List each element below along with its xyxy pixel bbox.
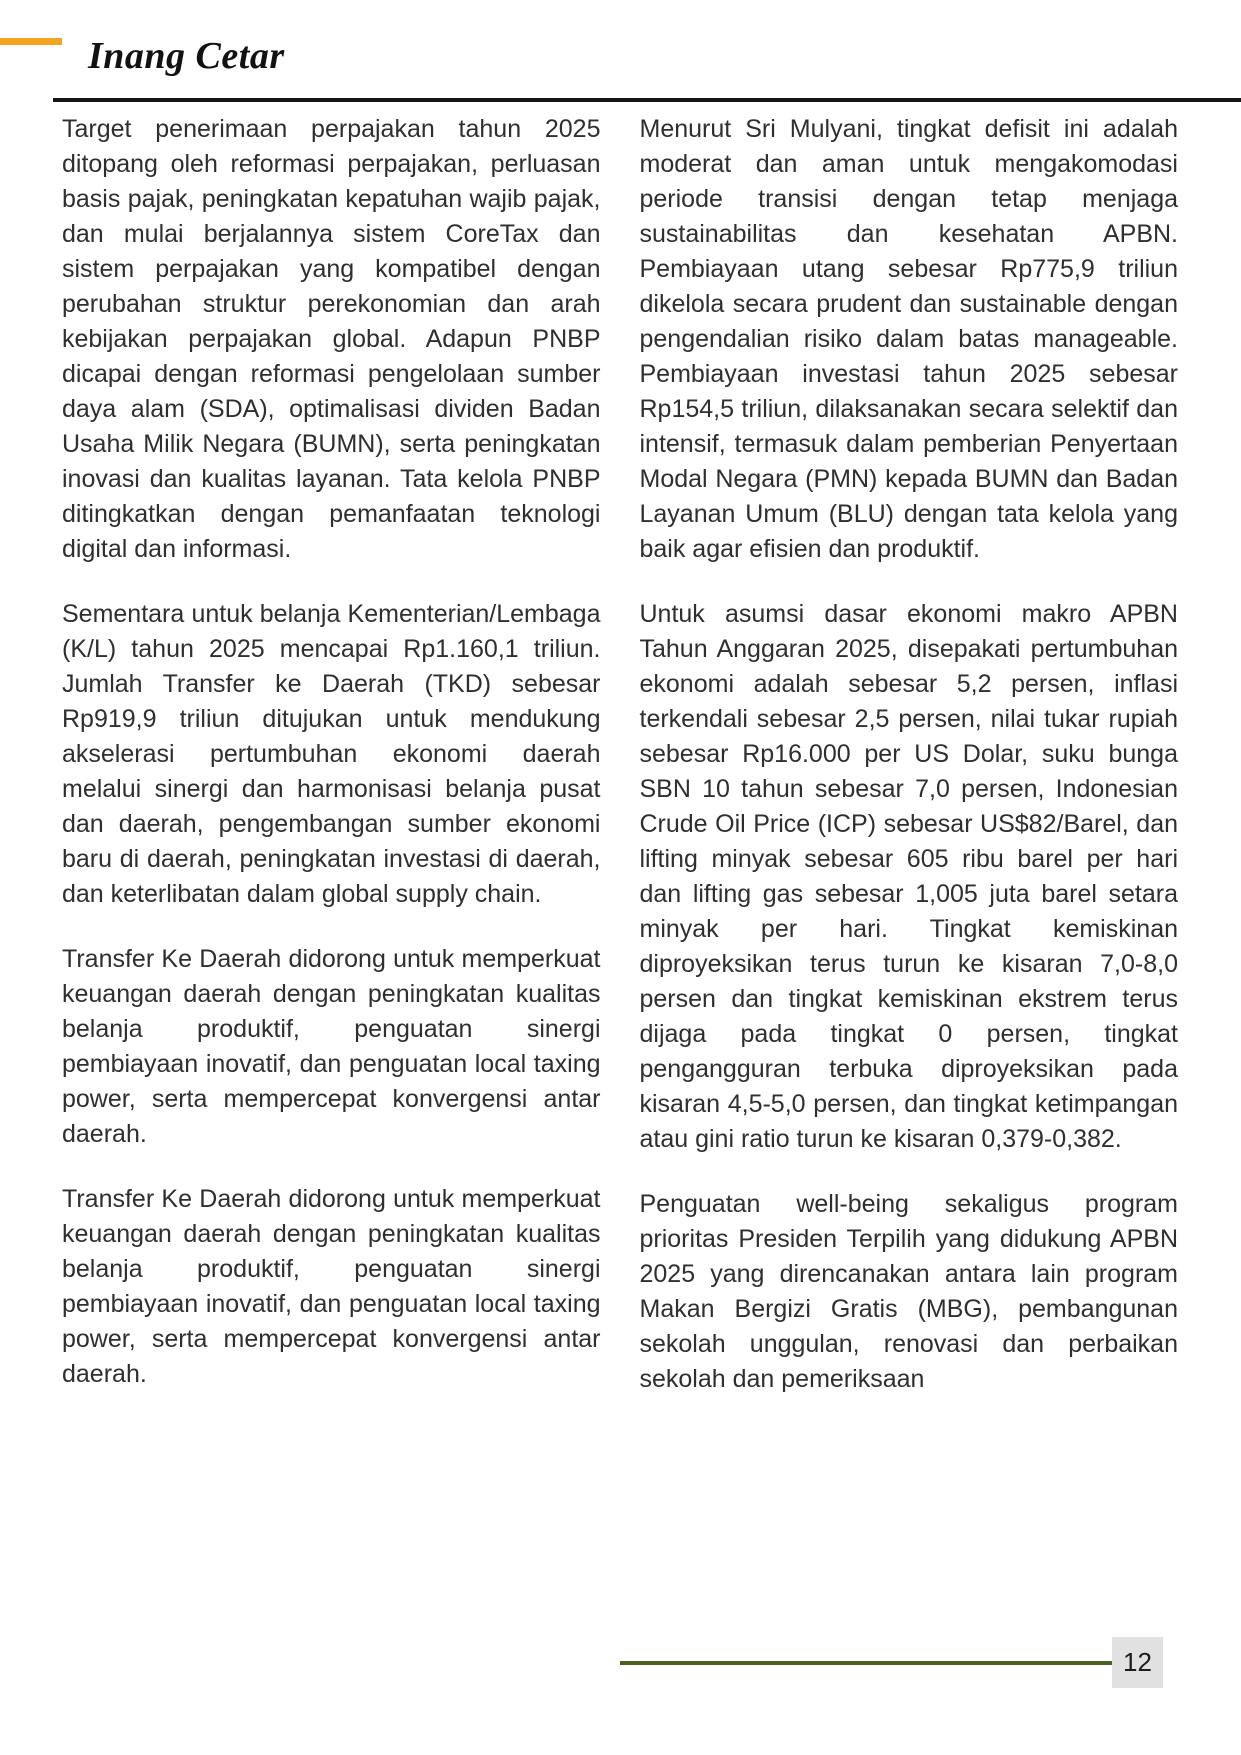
paragraph: Menurut Sri Mulyani, tingkat defisit ini adalah moderat dan aman untuk mengakomodasi periode transisi dengan tetap menjaga sustainabilitas dan kesehatan APBN. Pembiayaan utang sebesar Rp775,9 triliun dikelola secara prudent dan sustainable dengan pengendalian risiko dalam batas manageable. Pembiayaan investasi tahun 2025 sebesar Rp154,5 triliun, dilaksanakan secara selektif dan intensif, termasuk dalam pemberian Penyertaan Modal Negara (PMN) kepada BUMN dan Badan Layanan Umum (BLU) dengan tata kelola yang baik agar efisien dan produktif. bbox=[639, 115, 1178, 563]
paragraph: Untuk asumsi dasar ekonomi makro APBN Tahun Anggaran 2025, disepakati pertumbuhan ekonomi adalah sebesar 5,2 persen, inflasi terkendali sebesar 2,5 persen, nilai tukar rupiah sebesar Rp16.000 per US Dolar, suku bunga SBN 10 tahun sebesar 7,0 persen, Indonesian Crude Oil Price (ICP) sebesar US$82/Barel, dan lifting minyak sebesar 605 ribu barel per hari dan lifting gas sebesar 1,005 juta barel setara minyak per hari. Tingkat kemiskinan diproyeksikan terus turun ke kisaran 7,0-8,0 persen dan tingkat kemiskinan ekstrem terus dijaga pada tingkat 0 persen, tingkat pengangguran terbuka diproyeksikan pada kisaran 4,5-5,0 persen, dan tingkat ketimpangan atau gini ratio turun ke kisaran 0,379-0,382. bbox=[639, 600, 1178, 1153]
paragraph: Transfer Ke Daerah didorong untuk memperkuat keuangan daerah dengan peningkatan kualitas belanja produktif, penguatan sinergi pembiayaan inovatif, dan penguatan local taxing power, serta mempercepat konvergensi antar daerah. bbox=[62, 1185, 601, 1388]
page-title: Inang Cetar bbox=[88, 35, 285, 77]
right-column bbox=[640, 112, 1179, 1427]
page-number-badge: 12 bbox=[1112, 1637, 1163, 1688]
left-column bbox=[62, 112, 601, 1427]
paragraph: Sementara untuk belanja Kementerian/Lembaga (K/L) tahun 2025 mencapai Rp1.160,1 triliun. Jumlah Transfer ke Daerah (TKD) sebesar Rp919,9 triliun ditujukan untuk mendukung akselerasi pertumbuhan ekonomi daerah melalui sinergi dan harmonisasi belanja pusat dan daerah, pengembangan sumber ekonomi baru di daerah, peningkatan investasi di daerah, dan keterlibatan dalam global supply chain. bbox=[62, 600, 601, 908]
footer-rule bbox=[620, 1661, 1112, 1665]
paragraph: Target penerimaan perpajakan tahun 2025 ditopang oleh reformasi perpajakan, perluasan basis pajak, peningkatan kepatuhan wajib pajak, dan mulai berjalannya sistem CoreTax dan sistem perpajakan yang kompatibel dengan perubahan struktur perekonomian dan arah kebijakan perpajakan global. Adapun PNBP dicapai dengan reformasi pengelolaan sumber daya alam (SDA), optimalisasi dividen Badan Usaha Milik Negara (BUMN), serta peningkatan inovasi dan kualitas layanan. Tata kelola PNBP ditingkatkan dengan pemanfaatan teknologi digital dan informasi. bbox=[62, 115, 601, 563]
article-body bbox=[62, 112, 1178, 1427]
paragraph: Penguatan well-being sekaligus program prioritas Presiden Terpilih yang didukung APBN 2025 yang direncanakan antara lain program Makan Bergizi Gratis (MBG), pembangunan sekolah unggulan, renovasi dan perbaikan sekolah dan pemeriksaan bbox=[639, 1190, 1178, 1393]
header-rule bbox=[53, 98, 1241, 102]
accent-bar bbox=[0, 38, 62, 45]
paragraph: Transfer Ke Daerah didorong untuk memperkuat keuangan daerah dengan peningkatan kualitas belanja produktif, penguatan sinergi pembiayaan inovatif, dan penguatan local taxing power, serta mempercepat konvergensi antar daerah. bbox=[62, 945, 601, 1148]
